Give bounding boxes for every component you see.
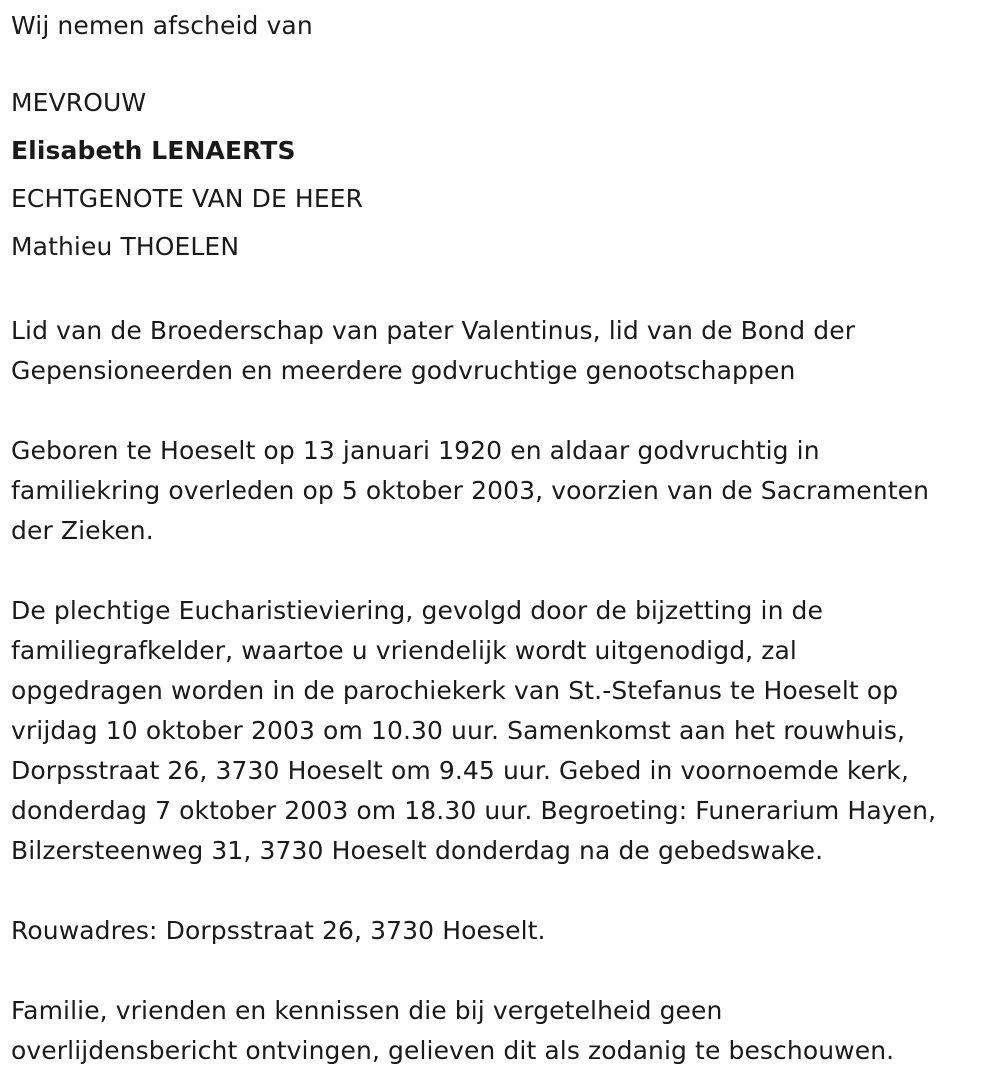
paragraph-line: Geboren te Hoeselt op 13 januari 1920 en aldaar godvruchtig in (11, 436, 820, 465)
paragraph-line: donderdag 7 oktober 2003 om 18.30 uur. Begroeting: Funerarium Hayen, (11, 796, 937, 825)
deceased-name: Elisabeth LENAERTS (11, 136, 296, 165)
paragraph-line: Familie, vrienden en kennissen die bij vergetelheid geen (11, 996, 723, 1025)
paragraph-line: opgedragen worden in de parochiekerk van St.-Stefanus te Hoeselt op (11, 676, 899, 705)
mourning-address: Rouwadres: Dorpsstraat 26, 3730 Hoeselt. (11, 916, 546, 945)
paragraph-line: Dorpsstraat 26, 3730 Hoeselt om 9.45 uur. Gebed in voornoemde kerk, (11, 756, 910, 785)
spacer (11, 951, 991, 991)
paragraph-line: Lid van de Broederschap van pater Valentinus, lid van de Bond der (11, 316, 856, 345)
spacer (11, 271, 991, 311)
obituary-notice (11, 0, 991, 1071)
paragraph-line: overlijdensbericht ontvingen, gelieven dit als zodanig te beschouwen. (11, 1036, 895, 1065)
paragraph-line: Bilzersteenweg 31, 3730 Hoeselt donderdag na de gebedswake. (11, 836, 824, 865)
spouse-label: ECHTGENOTE VAN DE HEER (11, 184, 364, 213)
spacer (11, 871, 991, 911)
paragraph-line: De plechtige Eucharistieviering, gevolgd door de bijzetting in de (11, 596, 824, 625)
spouse-name: Mathieu THOELEN (11, 232, 240, 261)
closing-paragraph (11, 991, 991, 1071)
name-block (11, 79, 991, 271)
title-line: MEVROUW (11, 88, 147, 117)
ceremony-paragraph (11, 591, 991, 871)
membership-paragraph (11, 311, 991, 391)
spacer (11, 391, 991, 431)
opening-line: Wij nemen afscheid van (11, 11, 313, 40)
paragraph-line: familiegrafkelder, waartoe u vriendelijk wordt uitgenodigd, zal (11, 636, 797, 665)
paragraph-line: familiekring overleden op 5 oktober 2003, voorzien van de Sacramenten (11, 476, 930, 505)
paragraph-line: der Zieken. (11, 516, 154, 545)
paragraph-line: vrijdag 10 oktober 2003 om 10.30 uur. Samenkomst aan het rouwhuis, (11, 716, 906, 745)
paragraph-line: Gepensioneerden en meerdere godvruchtige genootschappen (11, 356, 796, 385)
spacer (11, 551, 991, 591)
birth-death-paragraph (11, 431, 991, 551)
